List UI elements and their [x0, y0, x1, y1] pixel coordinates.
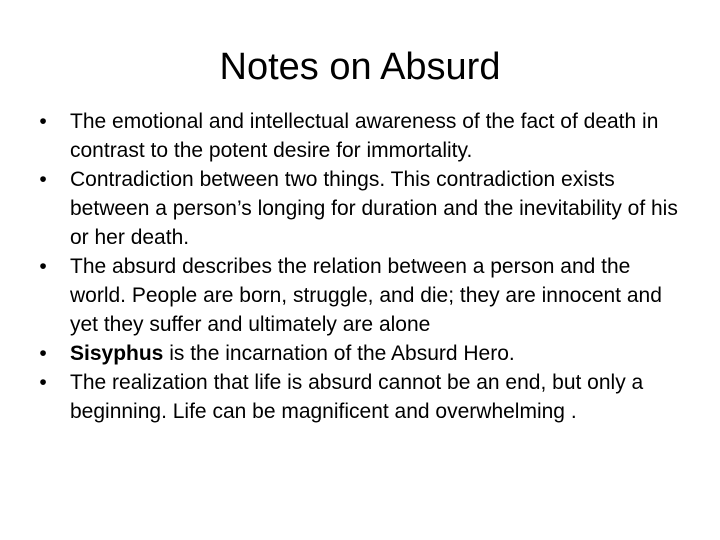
bullet-item-5: [36, 368, 686, 426]
bullet-item-1: [36, 107, 686, 165]
bold-term: Sisyphus: [70, 342, 164, 365]
bullet-text: The emotional and intellectual awareness of the fact of death in contrast to the potent desire for immortality.: [70, 110, 659, 162]
bullet-text: Contradiction between two things. This contradiction exists between a person’s longing for duration and the inevitability of his or her death.: [70, 168, 678, 249]
bullet-text: The realization that life is absurd cannot be an end, but only a beginning. Life can be magnificent and overwhelming .: [70, 371, 644, 423]
bullet-item-2: [36, 165, 686, 252]
bullet-item-4: [36, 339, 686, 368]
bullet-icon: •: [39, 255, 47, 278]
bullet-icon: •: [39, 168, 47, 191]
bullet-list: [36, 107, 686, 426]
slide-title: Notes on Absurd: [219, 46, 501, 88]
bullet-icon: •: [39, 342, 47, 365]
bullet-item-3: [36, 252, 686, 339]
bullet-icon: •: [39, 371, 47, 394]
bullet-text: The absurd describes the relation between a person and the world. People are born, struggle, and die; they are innocent and yet they suffer and ultimately are alone: [70, 255, 662, 336]
bullet-icon: •: [39, 110, 47, 133]
bullet-text: is the incarnation of the Absurd Hero.: [163, 342, 515, 365]
